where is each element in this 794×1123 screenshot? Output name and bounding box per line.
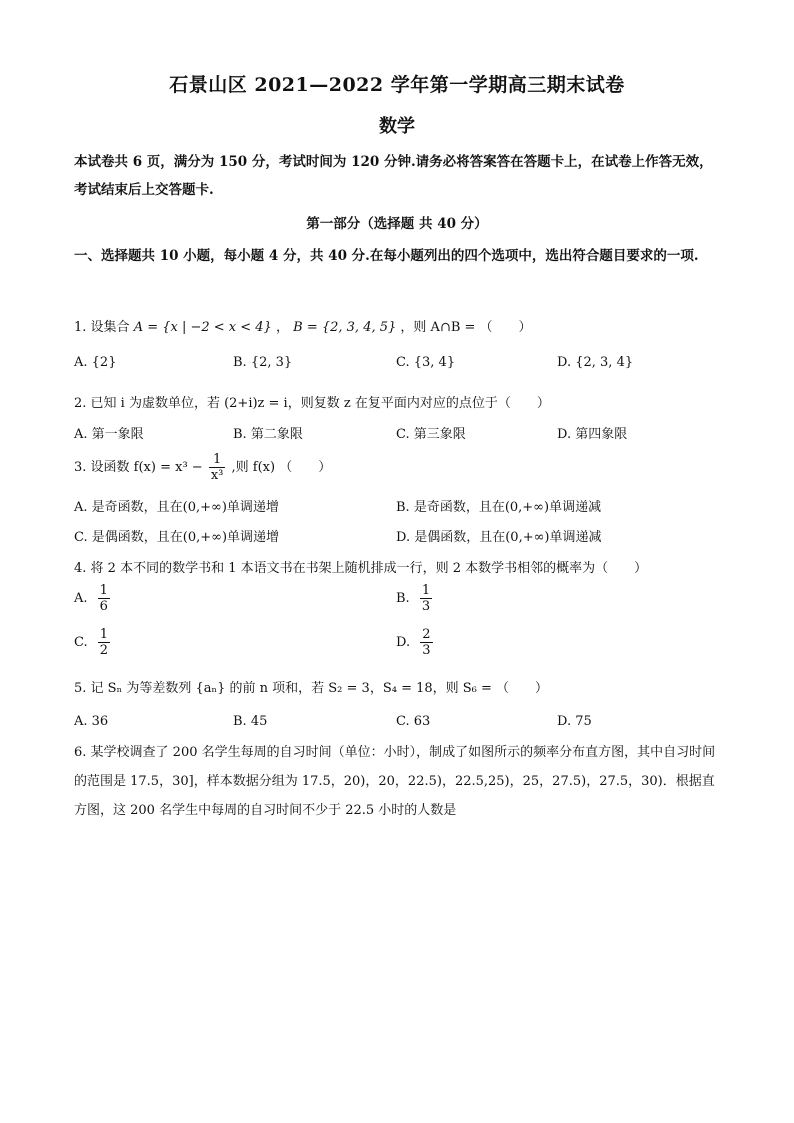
question-1-suffix: ，则 A∩B = （ ） xyxy=(400,320,532,335)
question-4-option-c xyxy=(74,627,112,658)
question-1-set-b: B = {2, 3, 4, 5} xyxy=(293,320,397,335)
question-4-option-a xyxy=(74,583,112,614)
question-1-set-a: A = {x | −2 < x < 4} xyxy=(133,320,272,335)
page-title: 石景山区 2021—2022 学年第一学期高三期末试卷 xyxy=(169,74,625,96)
question-4-option-d-fraction xyxy=(420,627,432,658)
question-4-option-b-fraction xyxy=(420,583,432,614)
question-5-option-c: C. 63 xyxy=(396,714,431,729)
exam-instructions: 本试卷共 6 页，满分为 150 分，考试时间为 120 分钟.请务必将答案答在答题卡上，在试卷上作答无效，考试结束后上交答题卡. xyxy=(74,154,713,198)
question-4-option-a-label: A. xyxy=(74,591,88,606)
question-4-option-d-label: D. xyxy=(396,635,411,650)
question-4-option-c-numerator: 1 xyxy=(99,627,109,642)
question-4-stem: 4. 将 2 本不同的数学书和 1 本语文书在书架上随机排成一行，则 2 本数学书相邻的概率为（ ） xyxy=(74,561,648,576)
question-1-prefix: 1. 设集合 xyxy=(74,320,130,335)
question-4-option-d xyxy=(396,627,435,658)
question-4-option-c-fraction xyxy=(98,627,110,658)
question-4-option-d-denominator: 3 xyxy=(422,643,431,658)
question-3-option-d: D. 是偶函数，且在(0,+∞)单调递减 xyxy=(396,530,602,545)
question-3-option-b: B. 是奇函数，且在(0,+∞)单调递减 xyxy=(396,500,602,515)
question-1-option-a: A. {2} xyxy=(74,355,117,370)
question-2-option-a: A. 第一象限 xyxy=(74,427,144,442)
question-1-option-b: B. {2, 3} xyxy=(233,355,293,370)
question-2-stem: 2. 已知 i 为虚数单位，若 (2+i)z = i，则复数 z 在复平面内对应的点位于（ ） xyxy=(74,396,550,411)
question-4-option-c-denominator: 2 xyxy=(99,643,109,658)
question-2-option-c: C. 第三象限 xyxy=(396,427,466,442)
question-5-option-a: A. 36 xyxy=(74,714,109,729)
question-1-option-d: D. {2, 3, 4} xyxy=(557,355,634,370)
question-5-option-d: D. 75 xyxy=(557,714,592,729)
question-3-fraction-denominator: x³ xyxy=(210,468,224,483)
question-3-prefix: 3. 设函数 f(x) = x³ − xyxy=(74,460,203,475)
question-1-separator: ， xyxy=(275,320,289,335)
part-title: 第一部分（选择题 共 40 分） xyxy=(306,216,488,232)
question-4-option-d-numerator: 2 xyxy=(422,627,431,642)
section-heading: 一、选择题共 10 小题，每小题 4 分，共 40 分.在每小题列出的四个选项中，选出符合题目要求的一项. xyxy=(74,248,699,264)
question-2-option-d: D. 第四象限 xyxy=(557,427,628,442)
question-3-suffix: ,则 f(x) （ ） xyxy=(231,460,332,475)
question-4-option-a-denominator: 6 xyxy=(99,599,108,614)
question-3-fraction-numerator: 1 xyxy=(209,452,226,468)
question-1-option-c: C. {3, 4} xyxy=(396,355,456,370)
question-5-stem: 5. 记 Sₙ 为等差数列 {aₙ} 的前 n 项和，若 S₂ = 3，S₄ = 18，则 S₆ = （ ） xyxy=(74,681,549,696)
question-4-option-b-denominator: 3 xyxy=(421,599,431,614)
question-2-option-b: B. 第二象限 xyxy=(233,427,303,442)
question-3-option-a: A. 是奇函数，且在(0,+∞)单调递增 xyxy=(74,500,279,515)
question-3-stem xyxy=(74,452,331,483)
question-4-option-b-label: B. xyxy=(396,591,410,606)
question-4-option-a-fraction xyxy=(98,583,110,614)
question-4-option-b xyxy=(396,583,434,614)
question-5-option-b: B. 45 xyxy=(233,714,268,729)
question-3-option-c: C. 是偶函数，且在(0,+∞)单调递增 xyxy=(74,530,280,545)
question-4-option-a-numerator: 1 xyxy=(99,583,108,598)
question-6-stem: 6. 某学校调查了 200 名学生每周的自习时间（单位：小时），制成了如图所示的频率分布直方图，其中自习时间的范围是 17.5，30]，样本数据分组为 17.5，20)，20，22.5)，22.5,25)，25，27.5)，27.5，30)．根据直方图，这 200 名学生中每周的自习时间不少于 22.5 小时的人数是 xyxy=(74,745,716,818)
question-3-fraction xyxy=(209,452,226,483)
question-4-option-c-label: C. xyxy=(74,635,88,650)
question-4-option-b-numerator: 1 xyxy=(421,583,431,598)
question-1-stem xyxy=(74,316,532,335)
subject-title: 数学 xyxy=(379,116,415,137)
